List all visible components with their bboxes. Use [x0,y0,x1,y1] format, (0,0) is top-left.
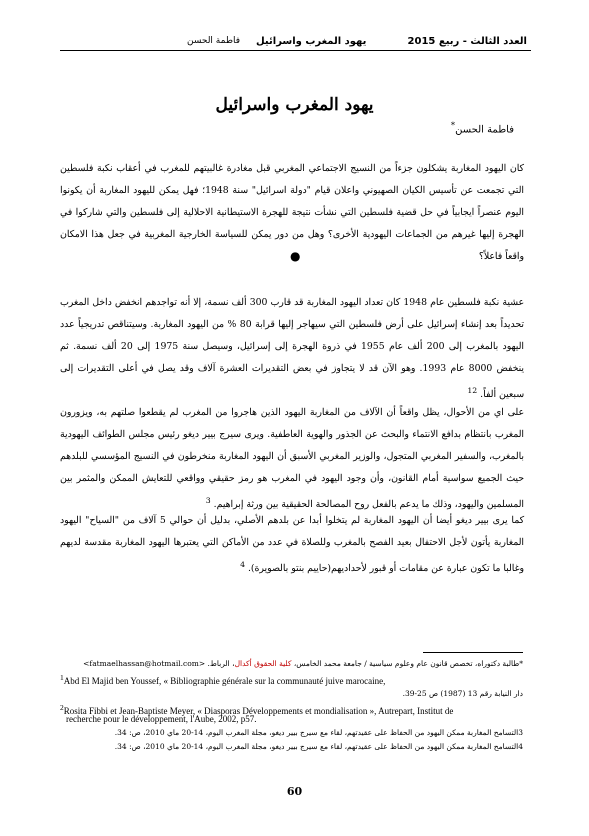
footnote-2-mark: 2 [60,703,64,712]
header-article-title: يهود المغرب واسرائيل [256,36,367,47]
footnote-author-text: *طالبة دكتوراه، تخصص قانون عام وعلوم سياسية / جامعة محمد الخامس، [291,659,523,668]
body-paragraph-3 [60,510,524,580]
paragraph-text: على اي من الأحوال، يظل واقعاً أن الآلاف من المغاربة اليهود الذين هاجروا من المغرب لم يقطعوا صلتهم به، ويزورون المغرب بانتظام بدافع الانتماء والبحث عن الجذور والهوية العاطفية. ويرى سيرج بيير ديغو رئيس مجلس الطوائف اليهودية بالمغرب، والسفير المغربي المتجول، والوزير المغربي الأسبق أن اليهود المغاربة منخرطون في النسيج المؤسسي للبلدهم حيث الجميع سواسية أمام القانون، وأن وجود اليهود في المغرب هو رمز حقيقي وواقعي للتعايش الممكن والمثمر بين المسلمين واليهود، وذلك ما يدعم بالفعل روح المصالحة الحقيقية بين ورثة إبراهيم. [60,407,524,511]
header-rule [60,50,531,51]
body-paragraph-2 [60,402,524,516]
article-title: يهود المغرب واسرائيل [215,95,374,115]
page-number: 60 [286,785,303,798]
footnote-1-continued: دار النيابة رقم 13 (1987) ص 25-39. [402,689,523,698]
footnote-author [83,658,523,669]
intro-paragraph: كان اليهود المغاربة يشكلون جزءاً من النسيج الاجتماعي المغربي قبل مغادرة غالبيتهم للمغرب في أعقاب نكبة فلسطين التي تجمعت عن تأسيس الكيان الصهيوني واعلان قيام "دولة اسرائيل" سنة 1948؛ فهل يمكن لليهود المغاربة أن يكونوا اليوم عنصراً ايجابياً في حل قضية فلسطين التي نشأت نتيجة للهجرة الاستيطانية الاحلالية إلى فلسطين والتي شاركوا في الهجرة إليها غيرهم من الجماعات اليهودية الأخرى؟ وهل من دور يمكن للسياسة الخارجية المغربية في جعل هذا الامكان واقعاً فاعلاً؟ [60,163,525,262]
footnote-1 [60,672,385,687]
footnote-1-mark: 1 [60,673,64,682]
header-issue: العدد الثالث - ربيع 2015 [407,36,527,47]
section-bullet: ● [290,249,301,263]
footnote-city: ، الرباط. [207,659,235,668]
paragraph-text: عشية نكبة فلسطين عام 1948 كان تعداد اليهود المغاربة قد قارب 300 ألف نسمة، إلا أنه تواجدهم انخفض داخل المغرب تحديداً بعد إنشاء إسرائيل على أرض فلسطين التي سيهاجر إليها قرابة 80 % من اليهود المغاربة. وسيتناقص تدريجياً عدد اليهود بالمغرب إلى 200 ألف عام 1955 في ذروة الهجرة إلى إسرائيل، وسيصل سنة 1975 إلى 20 ألف نسمة. ثم ينخفض 8000 عام 1993. وهو الآن قد لا يتجاوز في بعض التقديرات العشرة آلاف وقد يصل في أعلى التقديرات إلى سبعين ألفاً. [60,297,524,401]
footnote-faculty-link[interactable]: كلية الحقوق أكدال [234,659,292,668]
footnote-email[interactable]: <fatmaelhassan@hotmail.com> [83,659,206,668]
footnote-3: 3التسامح المغاربة ممكن اليهود من الحفاظ على عقيدتهم، لقاء مع سيرج بيير ديغو، مجلة المغرب اليوم، 14-20 ماي 2010، ص: 34. [114,728,523,737]
footnote-ref-4: 4 [240,560,245,569]
footnote-4: 4التسامح المغاربة ممكن اليهود من الحفاظ على عقيدتهم، لقاء مع سيرج بيير ديغو، مجلة المغرب اليوم، 14-20 ماي 2010، ص: 34. [114,742,523,751]
footnote-ref-1: 1 [467,386,473,395]
footnote-ref-3: 3 [205,496,211,505]
author-name: فاطمة الحسن [455,124,514,136]
article-author [451,120,514,135]
footnote-2-continued: recherche pour le développement, l'Aube, 2002, p57. [66,714,257,724]
paragraph-text: كما يرى بيير ديغو أيضا أن اليهود المغاربة لم يتخلوا أبدا عن بلدهم الأصلي، بدليل أن حوالي 5 آلاف من "السياح" اليهود المغاربة يأتون لأجل الاحتفال بعيد الفصح بالمغرب وللصلاة في عدد من الأماكن التي يعتبرها اليهود المغاربة مقدسة لديهم وغالبا ما تكون عبارة عن مقامات أو قبور لأحداديهم(حاييم بنتو بالصويرة). [60,515,524,575]
header-author: فاطمة الحسن [187,36,241,46]
author-footnote-mark: * [450,120,456,130]
body-paragraph-1 [60,292,524,406]
footnote-ref-2: 2 [472,386,478,395]
footnote-1-text: Abd El Majid ben Youssef, « Bibliographie générale sur la communauté juive marocaine, [63,676,386,686]
footnote-separator [423,652,523,653]
footnote-2-text: Rosita Fibbi et Jean-Baptiste Meyer, « Diasporas Développements et mondialisation », Autrepart, Institut de [63,706,454,716]
